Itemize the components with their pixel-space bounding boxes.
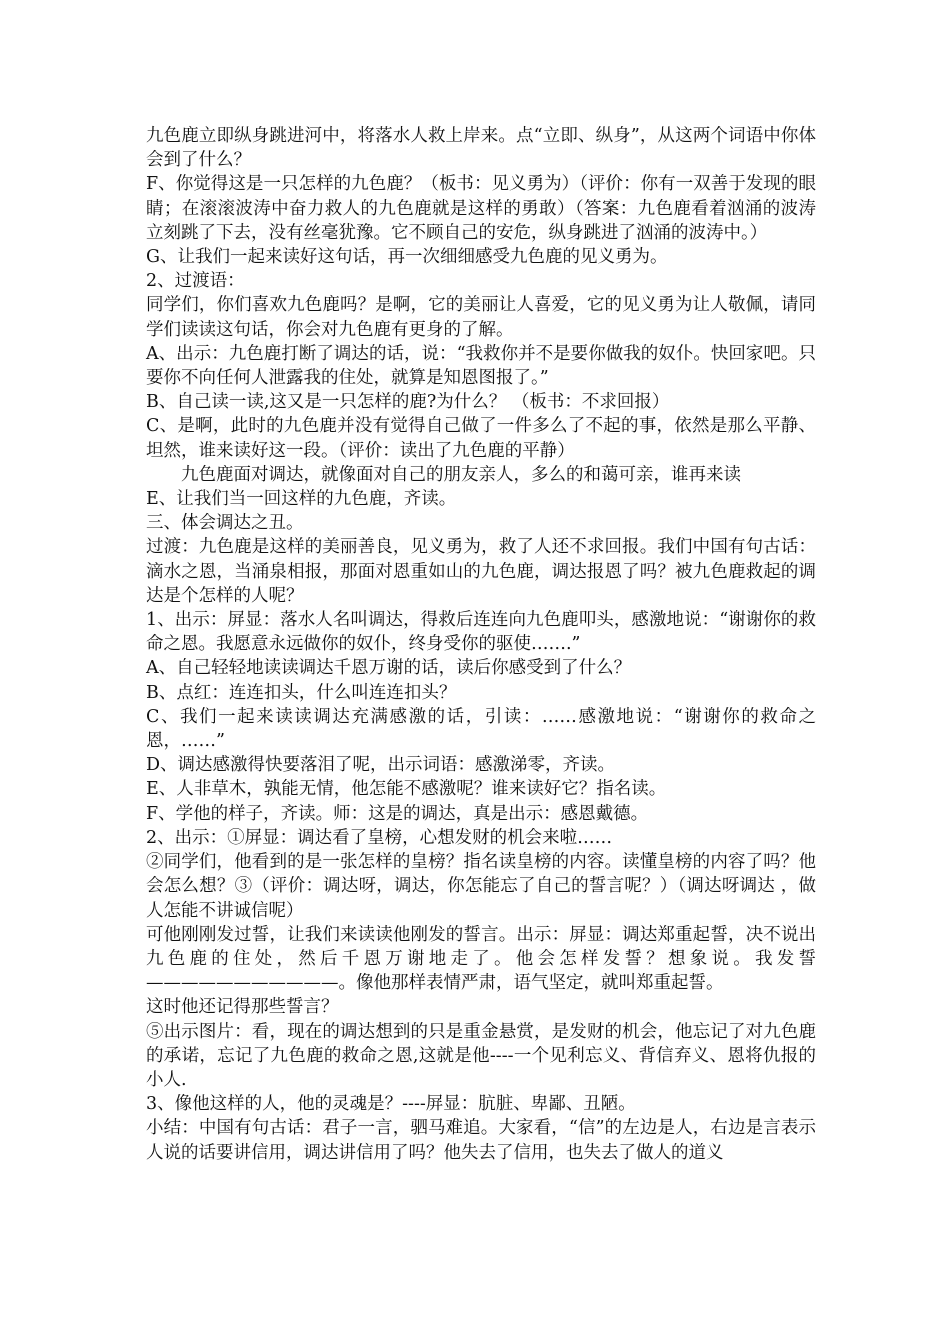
paragraph: 三、体会调达之丑。 <box>146 513 304 534</box>
paragraph: 小结：中国有句古话：君子一言，驷马难追。大家看，“信”的左边是人，右边是言表示人说的话要讲信用，调达讲信用了吗？他失去了信用，也失去了做人的道义 <box>146 1118 816 1163</box>
paragraph: ②同学们，他看到的是一张怎样的皇榜？指名读皇榜的内容。读懂皇榜的内容了吗？他会怎么想？③（评价：调达呀，调达，你怎能忘了自己的誓言呢？）（调达呀调达 ，做人怎能不讲诚信呢） <box>146 852 816 921</box>
paragraph: 这时他还记得那些誓言？ <box>146 997 339 1018</box>
paragraph: G、让我们一起来读好这句话，再一次细细感受九色鹿的见义勇为。 <box>146 247 668 268</box>
paragraph: 过渡：九色鹿是这样的美丽善良，见义勇为，救了人还不求回报。我们中国有句古话：滴水之恩，当涌泉相报，那面对恩重如山的九色鹿，调达报恩了吗？被九色鹿救起的调达是个怎样的人呢？ <box>146 537 816 606</box>
paragraph: 可他刚刚发过誓，让我们来读读他刚发的誓言。出示：屏显：调达郑重起誓，决不说出九色鹿的住处，然后千恩万谢地走了。他会怎样发誓？想象说。我发誓———————————。像他那样表情严肃，语气坚定，就叫郑重起誓。 <box>146 924 816 994</box>
paragraph: A、出示：九色鹿打断了调达的话，说：“我救你并不是要你做我的奴仆。快回家吧。只要你不向任何人泄露我的住处，就算是知恩图报了。” <box>146 343 816 389</box>
paragraph: 九色鹿面对调达，就像面对自己的朋友亲人，多么的和蔼可亲，谁再来读 <box>181 464 741 485</box>
paragraph: F、你觉得这是一只怎样的九色鹿？（板书：见义勇为）（评价：你有一双善于发现的眼睛；在滚滚波涛中奋力救人的九色鹿就是这样的勇敢）（答案：九色鹿看着汹涌的波涛立刻跳了下去，没有丝毫犹豫。它不顾自己的安危，纵身跳进了汹涌的波涛中。） <box>146 174 816 243</box>
paragraph: 2、出示：①屏显：调达看了皇榜，心想发财的机会来啦…… <box>146 827 613 848</box>
paragraph: 1、出示：屏显：落水人名叫调达，得救后连连向九色鹿叩头，感激地说：“谢谢你的救命之恩。我愿意永远做你的奴仆，终身受你的驱使…….” <box>146 610 816 655</box>
paragraph: 九色鹿立即纵身跳进河中，将落水人救上岸来。点“立即、纵身”，从这两个词语中你体会到了什么？ <box>146 126 816 171</box>
paragraph: D、调达感激得快要落泪了呢，出示词语：感激涕零，齐读。 <box>146 755 616 776</box>
paragraph: E、让我们当一回这样的九色鹿，齐读。 <box>146 489 457 510</box>
paragraph: 3、像他这样的人，他的灵魂是？----屏显：肮脏、卑鄙、丑陋。 <box>146 1094 636 1115</box>
paragraph: B、点红：连连扣头，什么叫连连扣头？ <box>146 682 457 703</box>
paragraph: C、我们一起来读读调达充满感激的话，引读：……感激地说：“谢谢你的救命之恩，……” <box>146 706 816 752</box>
paragraph: F、学他的样子，齐读。师：这是的调达，真是出示：感恩戴德。 <box>146 803 649 824</box>
document-body <box>146 124 816 1165</box>
paragraph: 同学们，你们喜欢九色鹿吗？是啊，它的美丽让人喜爱，它的见义勇为让人敬佩，请同学们读读这句话，你会对九色鹿有更身的了解。 <box>146 295 816 340</box>
paragraph: A、自己轻轻地读读调达千恩万谢的话，读后你感受到了什么？ <box>146 658 632 679</box>
paragraph: C、是啊，此时的九色鹿并没有觉得自己做了一件多么了不起的事，依然是那么平静、坦然，谁来读好这一段。（评价：读出了九色鹿的平静） <box>146 416 816 461</box>
paragraph: B、自己读一读,这又是一只怎样的鹿?为什么？ （板书：不求回报） <box>146 392 670 413</box>
paragraph: 2、过渡语： <box>146 271 245 292</box>
paragraph: ⑤出示图片：看，现在的调达想到的只是重金悬赏，是发财的机会，他忘记了对九色鹿的承诺，忘记了九色鹿的救命之恩,这就是他----一个见利忘义、背信弃义、恩将仇报的小人. <box>146 1021 816 1090</box>
paragraph: E、人非草木，孰能无情，他怎能不感激呢？谁来读好它？指名读。 <box>146 779 667 800</box>
